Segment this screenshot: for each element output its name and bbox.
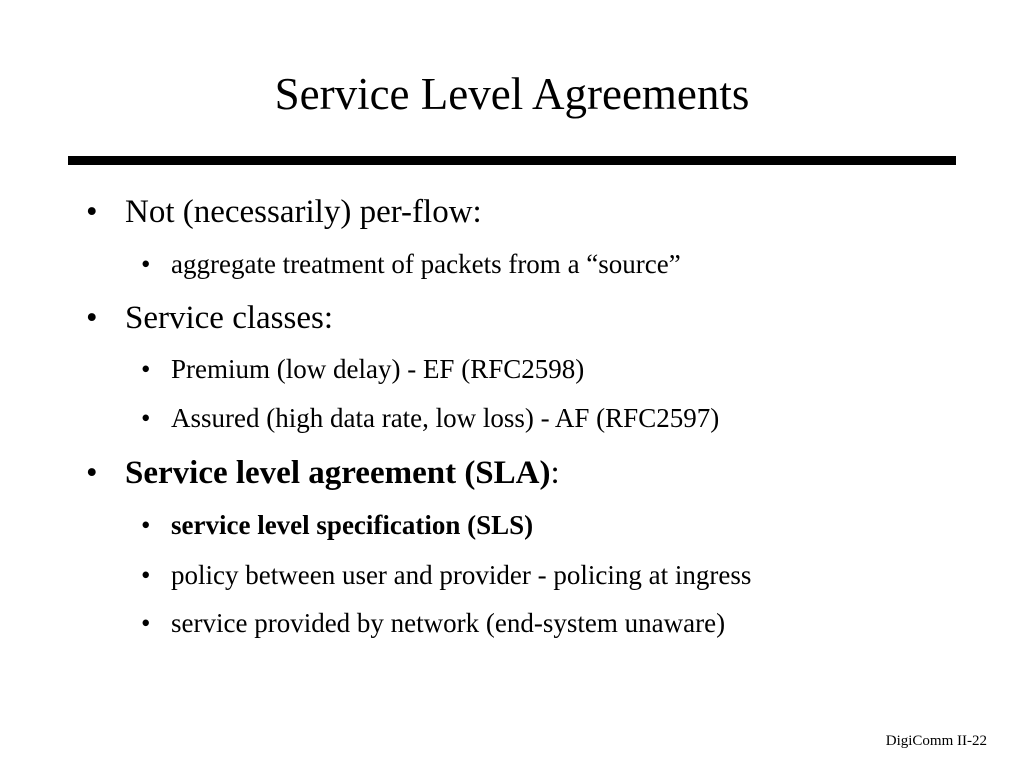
bullet-suffix: : xyxy=(550,455,560,491)
bullet-dot: • xyxy=(141,403,151,433)
bullet-dot: • xyxy=(141,608,151,638)
slide-title: Service Level Agreements xyxy=(274,69,750,119)
bullet-text: service level specification (SLS) xyxy=(171,510,534,540)
bullet-text: Not (necessarily) per-flow: xyxy=(125,194,482,230)
bullet-text: policy between user and provider - policing at ingress xyxy=(171,560,752,590)
title-divider xyxy=(68,156,956,165)
bullet-text: Premium (low delay) - EF (RFC2598) xyxy=(171,354,585,384)
bullet-dot: • xyxy=(86,455,98,491)
bullet-dot: • xyxy=(141,354,151,384)
bullet-text: service provided by network (end-system unaware) xyxy=(171,608,726,638)
bullet-dot: • xyxy=(86,300,98,336)
bullet-dot: • xyxy=(86,194,98,230)
bullet-dot: • xyxy=(141,249,151,279)
bullet-text: aggregate treatment of packets from a “source” xyxy=(171,249,681,279)
bullet-text: Service classes: xyxy=(125,300,334,336)
bullet-dot: • xyxy=(141,560,151,590)
bullet-text: Assured (high data rate, low loss) - AF (RFC2597) xyxy=(171,403,720,433)
bullet-bold-text: Service level agreement (SLA) xyxy=(125,455,551,491)
slide-footer: DigiComm II-22 xyxy=(885,733,987,749)
bullet-text xyxy=(125,453,560,493)
bullet-dot: • xyxy=(141,510,151,540)
